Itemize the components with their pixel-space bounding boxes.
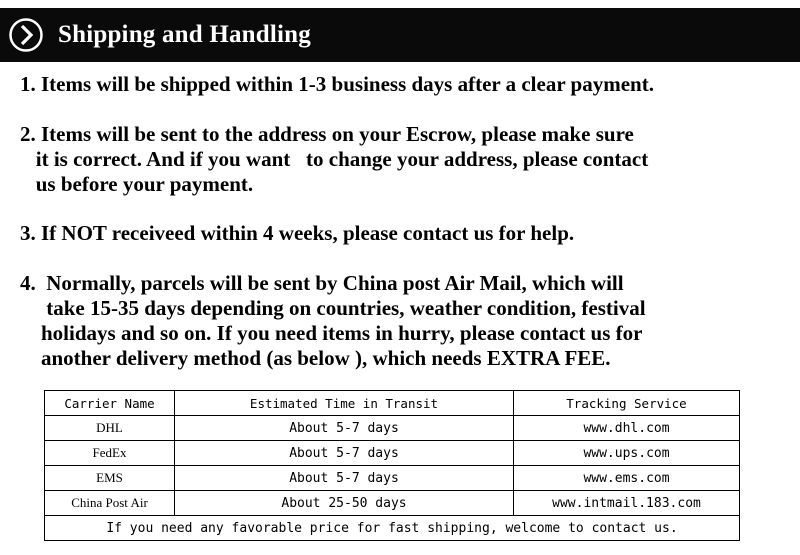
carrier-name: FedEx	[45, 441, 175, 466]
policy-line: another delivery method (as below ), which needs EXTRA FEE.	[20, 346, 611, 370]
policy-item-2	[20, 122, 790, 197]
table-footer-note: If you need any favorable price for fast shipping, welcome to contact us.	[45, 516, 740, 541]
transit-time: About 5-7 days	[175, 466, 514, 491]
policy-line: us before your payment.	[20, 172, 254, 196]
transit-time: About 5-7 days	[175, 416, 514, 441]
policy-line: holidays and so on. If you need items in hurry, please contact us for	[20, 321, 643, 345]
section-header	[0, 8, 800, 62]
policy-line: 4. Normally, parcels will be sent by China post Air Mail, which will	[20, 271, 624, 295]
policy-line: it is correct. And if you want to change your address, please contact	[20, 147, 649, 171]
column-header-tracking: Tracking Service	[514, 391, 740, 416]
tracking-site: www.dhl.com	[514, 416, 740, 441]
policy-line: 3. If NOT receiveed within 4 weeks, please contact us for help.	[20, 221, 575, 245]
table-row	[45, 466, 740, 491]
transit-time: About 5-7 days	[175, 441, 514, 466]
policy-line: 1. Items will be shipped within 1-3 business days after a clear payment.	[20, 72, 654, 96]
policy-item-3	[20, 221, 790, 246]
policy-item-4	[20, 271, 790, 371]
table-row	[45, 441, 740, 466]
tracking-site: www.intmail.183.com	[514, 491, 740, 516]
policy-line: take 15-35 days depending on countries, weather condition, festival	[20, 296, 646, 320]
policy-item-1	[20, 72, 790, 97]
chevron-right-circle-icon	[8, 17, 44, 53]
table-row	[45, 416, 740, 441]
policy-line: 2. Items will be sent to the address on your Escrow, please make sure	[20, 122, 634, 146]
column-header-carrier: Carrier Name	[45, 391, 175, 416]
column-header-transit-time: Estimated Time in Transit	[175, 391, 514, 416]
carrier-name: EMS	[45, 466, 175, 491]
table-row	[45, 491, 740, 516]
tracking-site: www.ems.com	[514, 466, 740, 491]
transit-time: About 25-50 days	[175, 491, 514, 516]
table-header-row	[45, 391, 740, 416]
shipping-carrier-table	[44, 390, 740, 541]
tracking-site: www.ups.com	[514, 441, 740, 466]
table-footer-row	[45, 516, 740, 541]
page-title: Shipping and Handling	[58, 21, 311, 48]
carrier-name: China Post Air	[45, 491, 175, 516]
carrier-name: DHL	[45, 416, 175, 441]
